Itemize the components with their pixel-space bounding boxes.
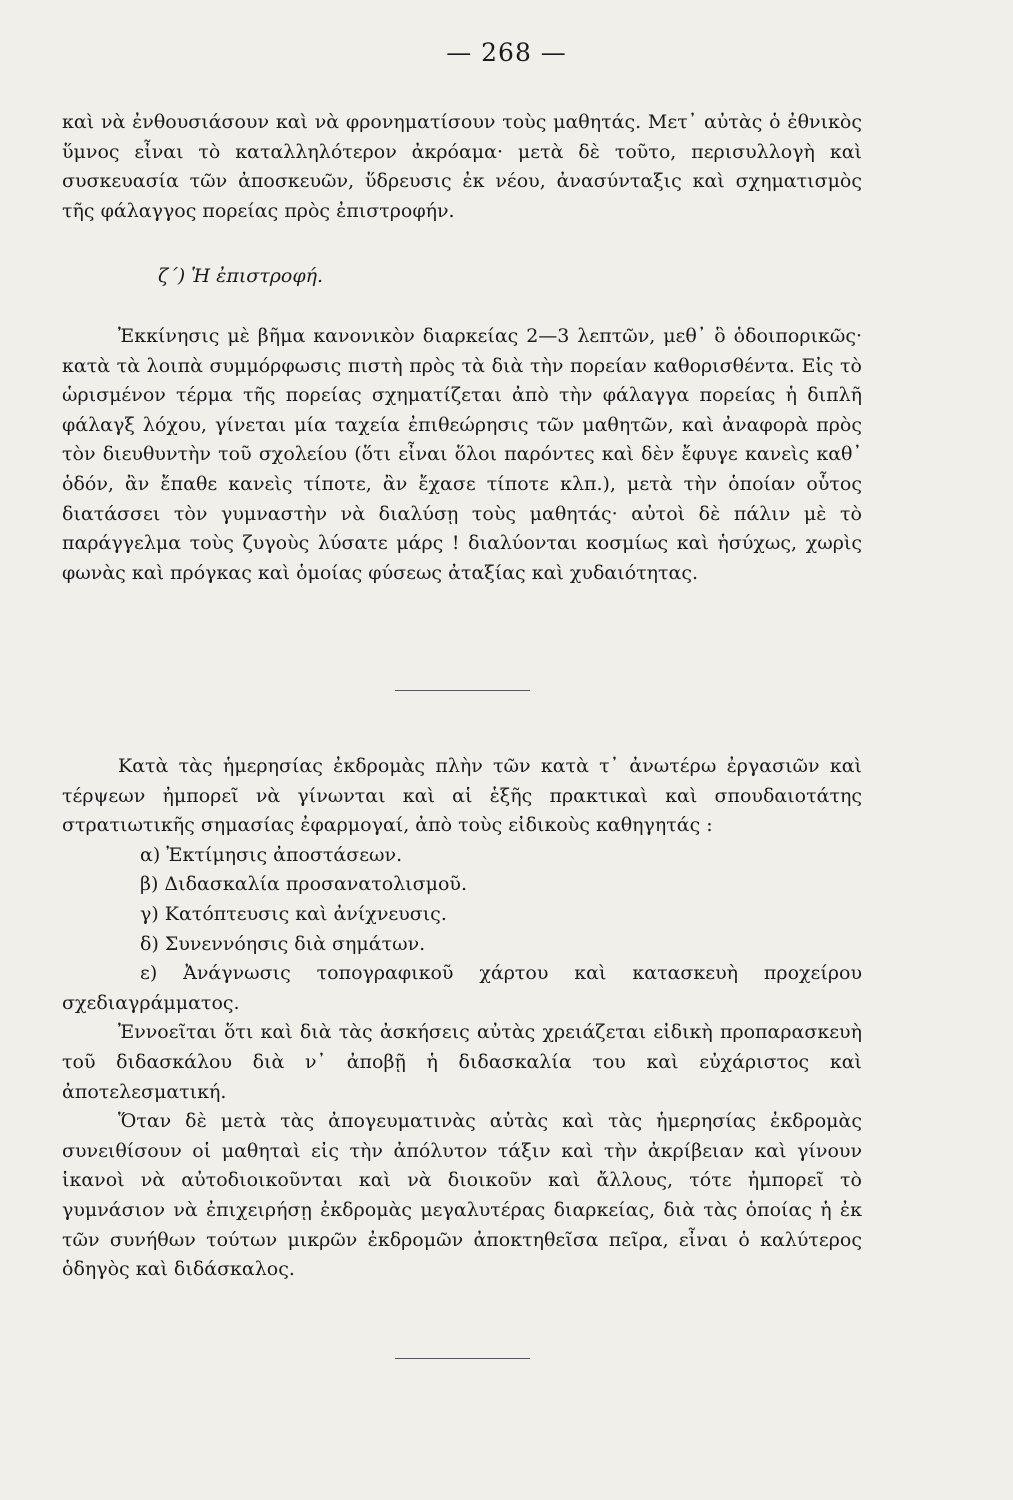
section-divider-bottom [395,1358,530,1359]
list-item-a: α) Ἐκτίμησις ἀποστάσεων. [140,843,403,866]
section-continuation [62,108,862,226]
paragraph-return: Ἐκκίνησις μὲ βῆμα κανονικὸν διαρκείας 2—3 λεπτῶν, μεθ᾽ ὃ ὁδοιπορικῶς· κατὰ τὰ λοιπὰ συμμόρφωσις πιστὴ πρὸς τὰ διὰ τὴν πορείαν καθορισθέντα. Εἰς τὸ ὡρισμένον τέρμα τῆς πορείας σχηματίζεται ἀπὸ τὴν φάλαγγα πορείας ἡ διπλῆ φάλαγξ λόχου, γίνεται μία ταχεία ἐπιθεώρησις τῶν μαθητῶν, καὶ ἀναφορὰ πρὸς τὸν διευθυντὴν τοῦ σχολείου (ὅτι εἶναι ὅλοι παρόντες καὶ δὲν ἔφυγε κανεὶς καθ᾽ ὁδόν, ἂν ἔπαθε κανεὶς τίποτε, ἂν ἔχασε τίποτε κλπ.), μετὰ τὴν ὁποίαν οὗτος διατάσσει τὸν γυμναστὴν νὰ διαλύσῃ τοὺς μαθητάς· αὐτοὶ δὲ πάλιν μὲ τὸ παράγγελμα τοὺς ζυγοὺς λύσατε μάρς ! διαλύονται κοσμίως καὶ ἡσύχως, χωρὶς φωνὰς καὶ πρόγκας καὶ ὁμοίας φύσεως ἀταξίας καὶ χυδαιότητας. [62,325,862,584]
list-item-b: β) Διδασκαλία προσανατολισμοῦ. [140,873,467,896]
section-heading-return: ζ΄) Ἡ ἐπιστροφή. [158,265,324,287]
list-item-c: γ) Κατόπτευσις καὶ ἀνίχνευσις. [140,902,447,925]
section-divider [395,690,530,691]
paragraph-continuation: καὶ νὰ ἐνθουσιάσουν καὶ νὰ φρονηματίσουν τοὺς μαθητάς. Μετ᾽ αὐτὰς ὁ ἐθνικὸς ὕμνος εἶναι τὸ καταλληλότερον ἀκρόαμα· μετὰ δὲ τοῦτο, περισυλλογὴ καὶ συσκευασία τῶν ἀποσκευῶν, ὕδρευσις ἐκ νέου, ἀνασύνταξις καὶ σχηματισμὸς τῆς φάλαγγος πορείας πρὸς ἐπιστροφήν. [62,111,862,222]
paragraph-longer-excursions: Ὅταν δὲ μετὰ τὰς ἀπογευματινὰς αὐτὰς καὶ τὰς ἡμερησίας ἐκδρομὰς συνειθίσουν οἱ μαθηταὶ εἰς τὴν ἀπόλυτον τάξιν καὶ τὴν ἀκρίβειαν καὶ γίνουν ἱκανοὶ νὰ αὐτοδιοικοῦνται καὶ νὰ διοικοῦν καὶ ἄλλους, τότε ἠμπορεῖ τὸ γυμνάσιον νὰ ἐπιχειρήσῃ ἐκδρομὰς μεγαλυτέρας διαρκείας, διὰ τὰς ὁποίας ἡ ἐκ τῶν συνήθων τούτων μικρῶν ἐκδρομῶν ἀποκτηθεῖσα πεῖρα, εἶναι ὁ καλύτερος ὁδηγὸς καὶ διδάσκαλος. [62,1110,862,1281]
page-number: — 268 — [446,38,567,67]
paragraph-preparation: Ἐννοεῖται ὅτι καὶ διὰ τὰς ἀσκήσεις αὐτὰς χρειάζεται εἰδικὴ προπαρασκευὴ τοῦ διδασκάλου διὰ ν᾽ ἀποβῇ ἡ διδασκαλία του καὶ εὐχάριστος καὶ ἀποτελεσματική. [62,1021,862,1103]
paragraph-excursions-intro: Κατὰ τὰς ἡμερησίας ἐκδρομὰς πλὴν τῶν κατὰ τ᾽ ἀνωτέρω ἐργασιῶν καὶ τέρψεων ἠμπορεῖ νὰ γίνωνται καὶ αἱ ἑξῆς πρακτικαὶ καὶ σπουδαιοτάτης στρατιωτικῆς σημασίας ἐφαρμογαί, ἀπὸ τοὺς εἰδικοὺς καθηγητάς : [62,755,862,837]
section-return [62,322,862,588]
list-item-e: ε) Ἀνάγνωσις τοπογραφικοῦ χάρτου καὶ κατασκευὴ προχείρου σχεδιαγράμματος. [62,962,862,1014]
list-item-d: δ) Συνεννόησις διὰ σημάτων. [140,932,426,955]
section-excursions [62,752,862,1285]
